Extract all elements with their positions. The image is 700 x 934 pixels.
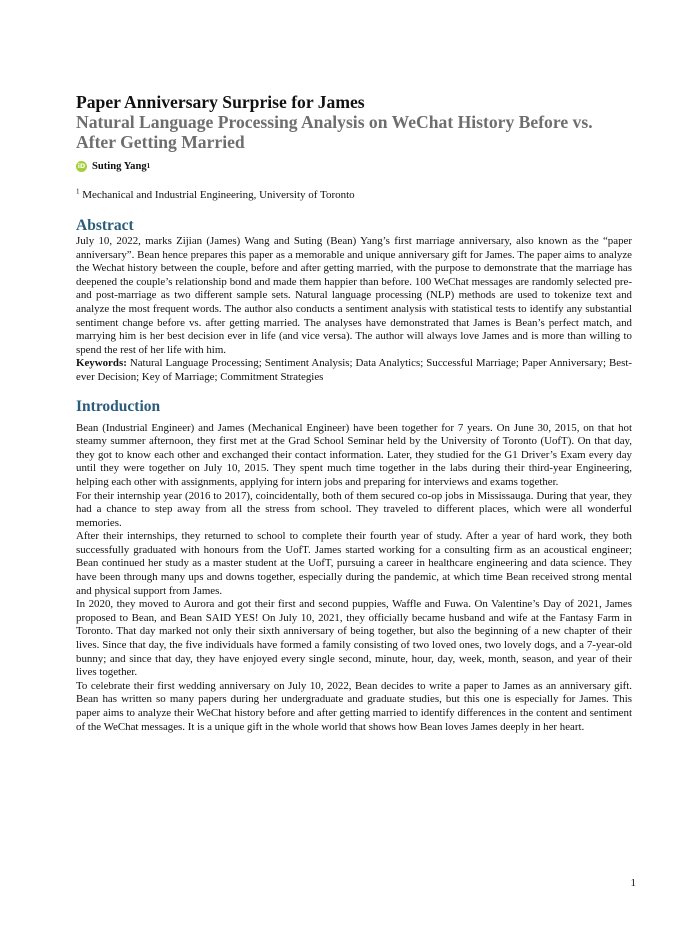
author-line: iD Suting Yang 1 [77,160,151,172]
paper-subtitle: Natural Language Processing Analysis on WeChat History Before vs. After Getting Married [76,112,593,152]
paper-title: Paper Anniversary Surprise for James [76,92,365,112]
introduction-heading: Introduction [76,397,161,415]
orcid-icon[interactable]: iD [77,162,86,170]
author-name: Suting Yang [92,160,147,172]
keywords [76,357,632,384]
affiliation-mark: 1 [76,187,80,196]
intro-paragraph-3: After their internships, they returned to school to complete their fourth year of study. After a year of hard work, they both successfully graduated with honours from the UofT. James started working for a consulting firm as an acoustical engineer; Bean continued her study as a master student at the UofT, pursuing a career in healthcare engineering and data science. They have been through many ups and downs together, especially during the pandemic, at which time Bean received strong mental and physical support from James. [76,530,632,597]
intro-paragraph-2: For their internship year (2016 to 2017), coincidentally, both of them secured co-op jobs in Mississauga. During that year, they had a chance to step away from all the stress from school. They traveled to different places, which were all wonderful memories. [76,489,632,529]
affiliation-text: Mechanical and Industrial Engineering, University of Toronto [82,189,355,201]
abstract-heading: Abstract [76,217,134,234]
intro-paragraph-5: To celebrate their first wedding anniversary on July 10, 2022, Bean decides to write a paper to James as an anniversary gift. Bean has written so many papers during her undergraduate and graduate studies, but this one is especially for James. This paper aims to analyze their WeChat history before and after getting married to identify differences in the content and sentiment of the WeChat messages. It is a unique gift in the whole world that shows how Bean loves James deeply in her heart. [76,679,632,733]
affiliation [76,188,632,202]
page-number: 1 [630,877,636,889]
intro-paragraph-4: In 2020, they moved to Aurora and got their first and second puppies, Waffle and Fuwa. On Valentine’s Day of 2021, James proposed to Bean, and Bean SAID YES! On July 10, 2021, they officially became husband and wife at the Fantasy Farm in Toronto. That day marked not only their sixth anniversary of being together, but also the beginning of a new chapter of their lives. Since that day, the five individuals have formed a family consisting of two loved ones, two lovely dogs, and a 7-year-old bunny; and since that day, they have enjoyed every single second, minute, hour, day, week, month, season, and year of their lives together. [76,598,632,679]
intro-paragraph-1: Bean (Industrial Engineer) and James (Mechanical Engineer) have been together for 7 years. On June 30, 2015, on that hot steamy summer afternoon, they first met at the Grad School Seminar held by the University of Toronto (UofT). On that day, they got to know each other and exchanged their contact information. Later, they studied for the G1 Driver’s Exam every day until they were together on July 10, 2015. They spent much time together in the labs during their third-year Engineering, helping each other with assignments, applying for intern jobs and preparing for interviews and exams together. [76,421,632,488]
keywords-label: Keywords: [76,357,127,370]
keywords-text: Natural Language Processing; Sentiment Analysis; Data Analytics; Successful Marriage; Paper Anniversary; Best-ever Decision; Key of Marriage; Commitment Strategies [76,357,632,383]
paper-page [76,92,632,734]
abstract-text: July 10, 2022, marks Zijian (James) Wang and Suting (Bean) Yang’s first marriage anniversary, also known as the “paper anniversary”. Bean hence prepares this paper as a memorable and unique anniversary gift for James. The paper aims to analyze the Wechat history between the couple, before and after getting married, with the purpose to demonstrate that the marriage has deepened the couple’s relationship bond and made them happier than before. 100 WeChat messages are randomly selected pre- and post-marriage as two different sample sets. Natural language processing (NLP) methods are used to tokenize text and analyze the most frequent words. The author also conducts a sentiment analysis with statistical tests to identify any substantial sentiment change before vs. after getting married. The analyses have demonstrated that James is Bean’s perfect match, and marrying him is her best decision ever in life (and vice versa). The author will always love James and is more than willing to spend the rest of her life with him. [76,235,632,356]
